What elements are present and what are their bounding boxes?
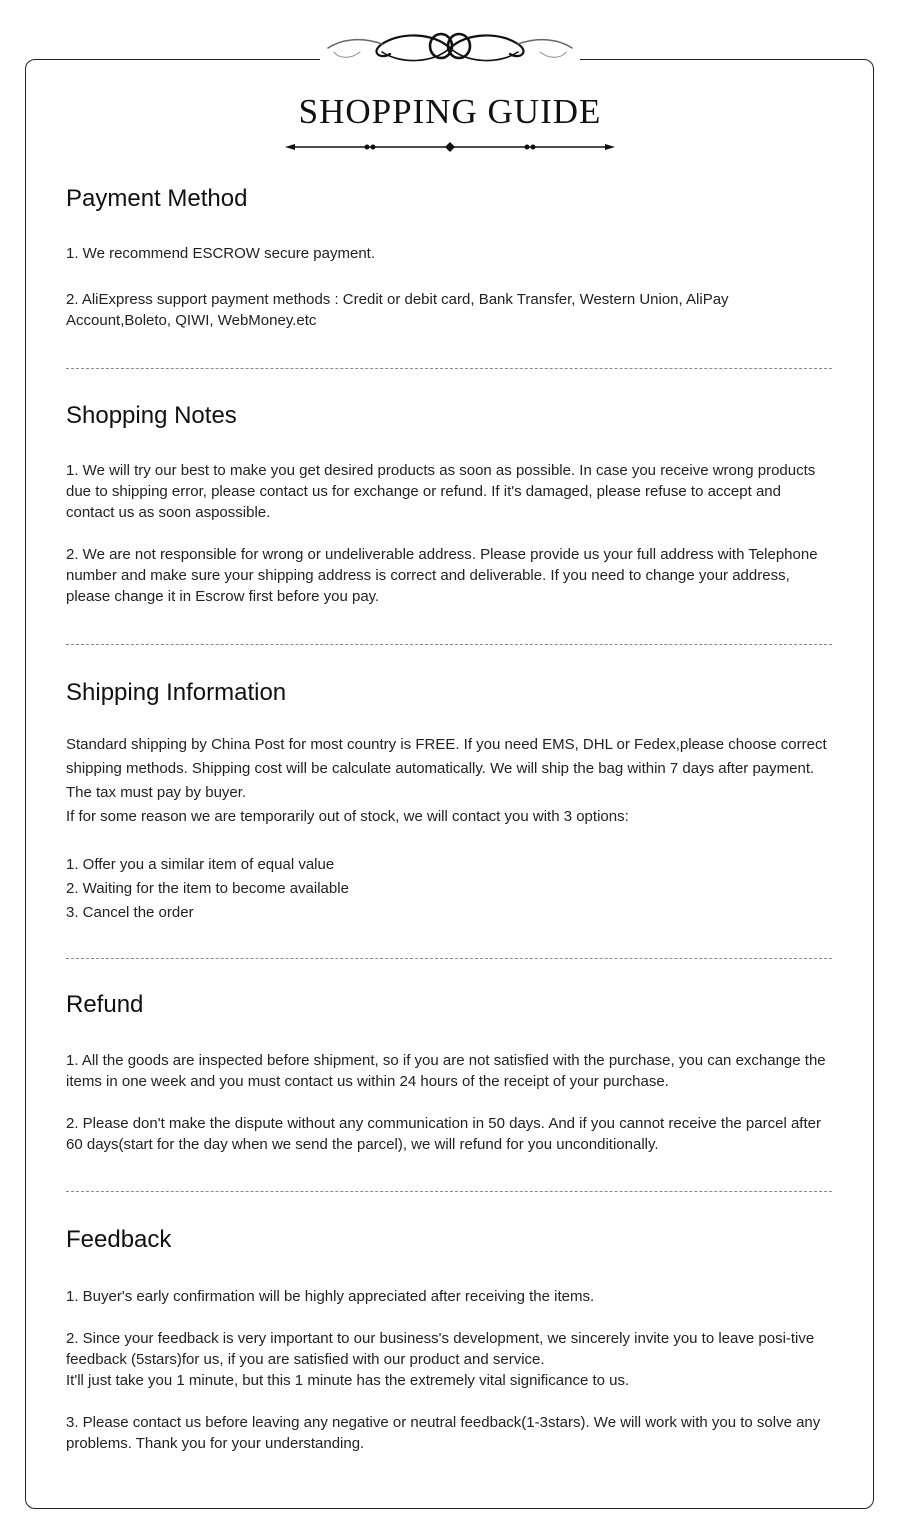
shipping-option-item: 3. Cancel the order xyxy=(66,904,194,921)
shipping-para-2: If for some reason we are temporarily out of stock, we will contact you with 3 options: xyxy=(66,808,629,825)
shipping-para-1: Standard shipping by China Post for most country is FREE. If you need EMS, DHL or Fedex,please choose correct shipping methods. Shipping cost will be calculate automatically. We will ship the bag within 7 days after payment. The tax must pay by buyer. xyxy=(66,736,827,801)
refund-section xyxy=(66,991,832,1155)
section-divider xyxy=(66,1191,832,1192)
section-divider xyxy=(66,958,832,959)
shipping-option-item: 1. Offer you a similar item of equal value xyxy=(66,856,335,873)
payment-method-heading: Payment Method xyxy=(66,185,248,212)
shopping-notes-heading: Shopping Notes xyxy=(66,402,237,429)
refund-para-1: 1. All the goods are inspected before shipment, so if you are not satisfied with the purchase, you can exchange the items in one week and you must contact us within 24 hours of the receipt of your purchase. xyxy=(66,1052,826,1090)
shipping-options-list xyxy=(66,853,832,925)
feedback-para-2: 2. Since your feedback is very important to our business's development, we sincerely invite you to leave posi-tive feedback (5stars)for us, if you are satisfied with our product and service. xyxy=(66,1330,815,1368)
feedback-heading: Feedback xyxy=(66,1226,172,1253)
refund-heading: Refund xyxy=(66,991,144,1018)
shopping-notes-section xyxy=(66,402,832,607)
notes-para-2: 2. We are not responsible for wrong or undeliverable address. Please provide us your full address with Telephone number and make sure your shipping address is correct and deliverable. If you need to change your address, please change it in Escrow first before you pay. xyxy=(66,546,818,605)
refund-para-2: 2. Please don't make the dispute without any communication in 50 days. And if you cannot receive the parcel after 60 days(start for the day when we send the parcel), we will refund for you unconditionally. xyxy=(66,1115,821,1153)
section-divider xyxy=(66,368,832,369)
shipping-information-section xyxy=(66,679,832,925)
payment-para-2: 2. AliExpress support payment methods : Credit or debit card, Bank Transfer, Western Union, AliPay Account,Boleto, QIWI, WebMoney.etc xyxy=(66,291,729,329)
feedback-para-1: 1. Buyer's early confirmation will be highly appreciated after receiving the items. xyxy=(66,1288,595,1305)
page-title: SHOPPING GUIDE xyxy=(298,92,602,131)
section-divider xyxy=(66,644,832,645)
shipping-information-heading: Shipping Information xyxy=(66,679,287,706)
feedback-para-2b: It'll just take you 1 minute, but this 1 minute has the extremely vital significance to us. xyxy=(66,1372,630,1389)
feedback-para-3: 3. Please contact us before leaving any negative or neutral feedback(1-3stars). We will work with you to solve any problems. Thank you for your understanding. xyxy=(66,1414,821,1452)
flourish-ornament-icon xyxy=(320,26,580,70)
payment-method-section xyxy=(66,185,832,331)
title-rule-ornament-icon xyxy=(285,139,615,155)
payment-para-1: 1. We recommend ESCROW secure payment. xyxy=(66,245,375,262)
feedback-section xyxy=(66,1226,832,1454)
notes-para-1: 1. We will try our best to make you get desired products as soon as possible. In case you receive wrong products due to shipping error, please contact us for exchange or refund. If it's damaged, please refuse to accept and contact us as soon aspossible. xyxy=(66,462,816,521)
shipping-option-item: 2. Waiting for the item to become available xyxy=(66,880,349,897)
